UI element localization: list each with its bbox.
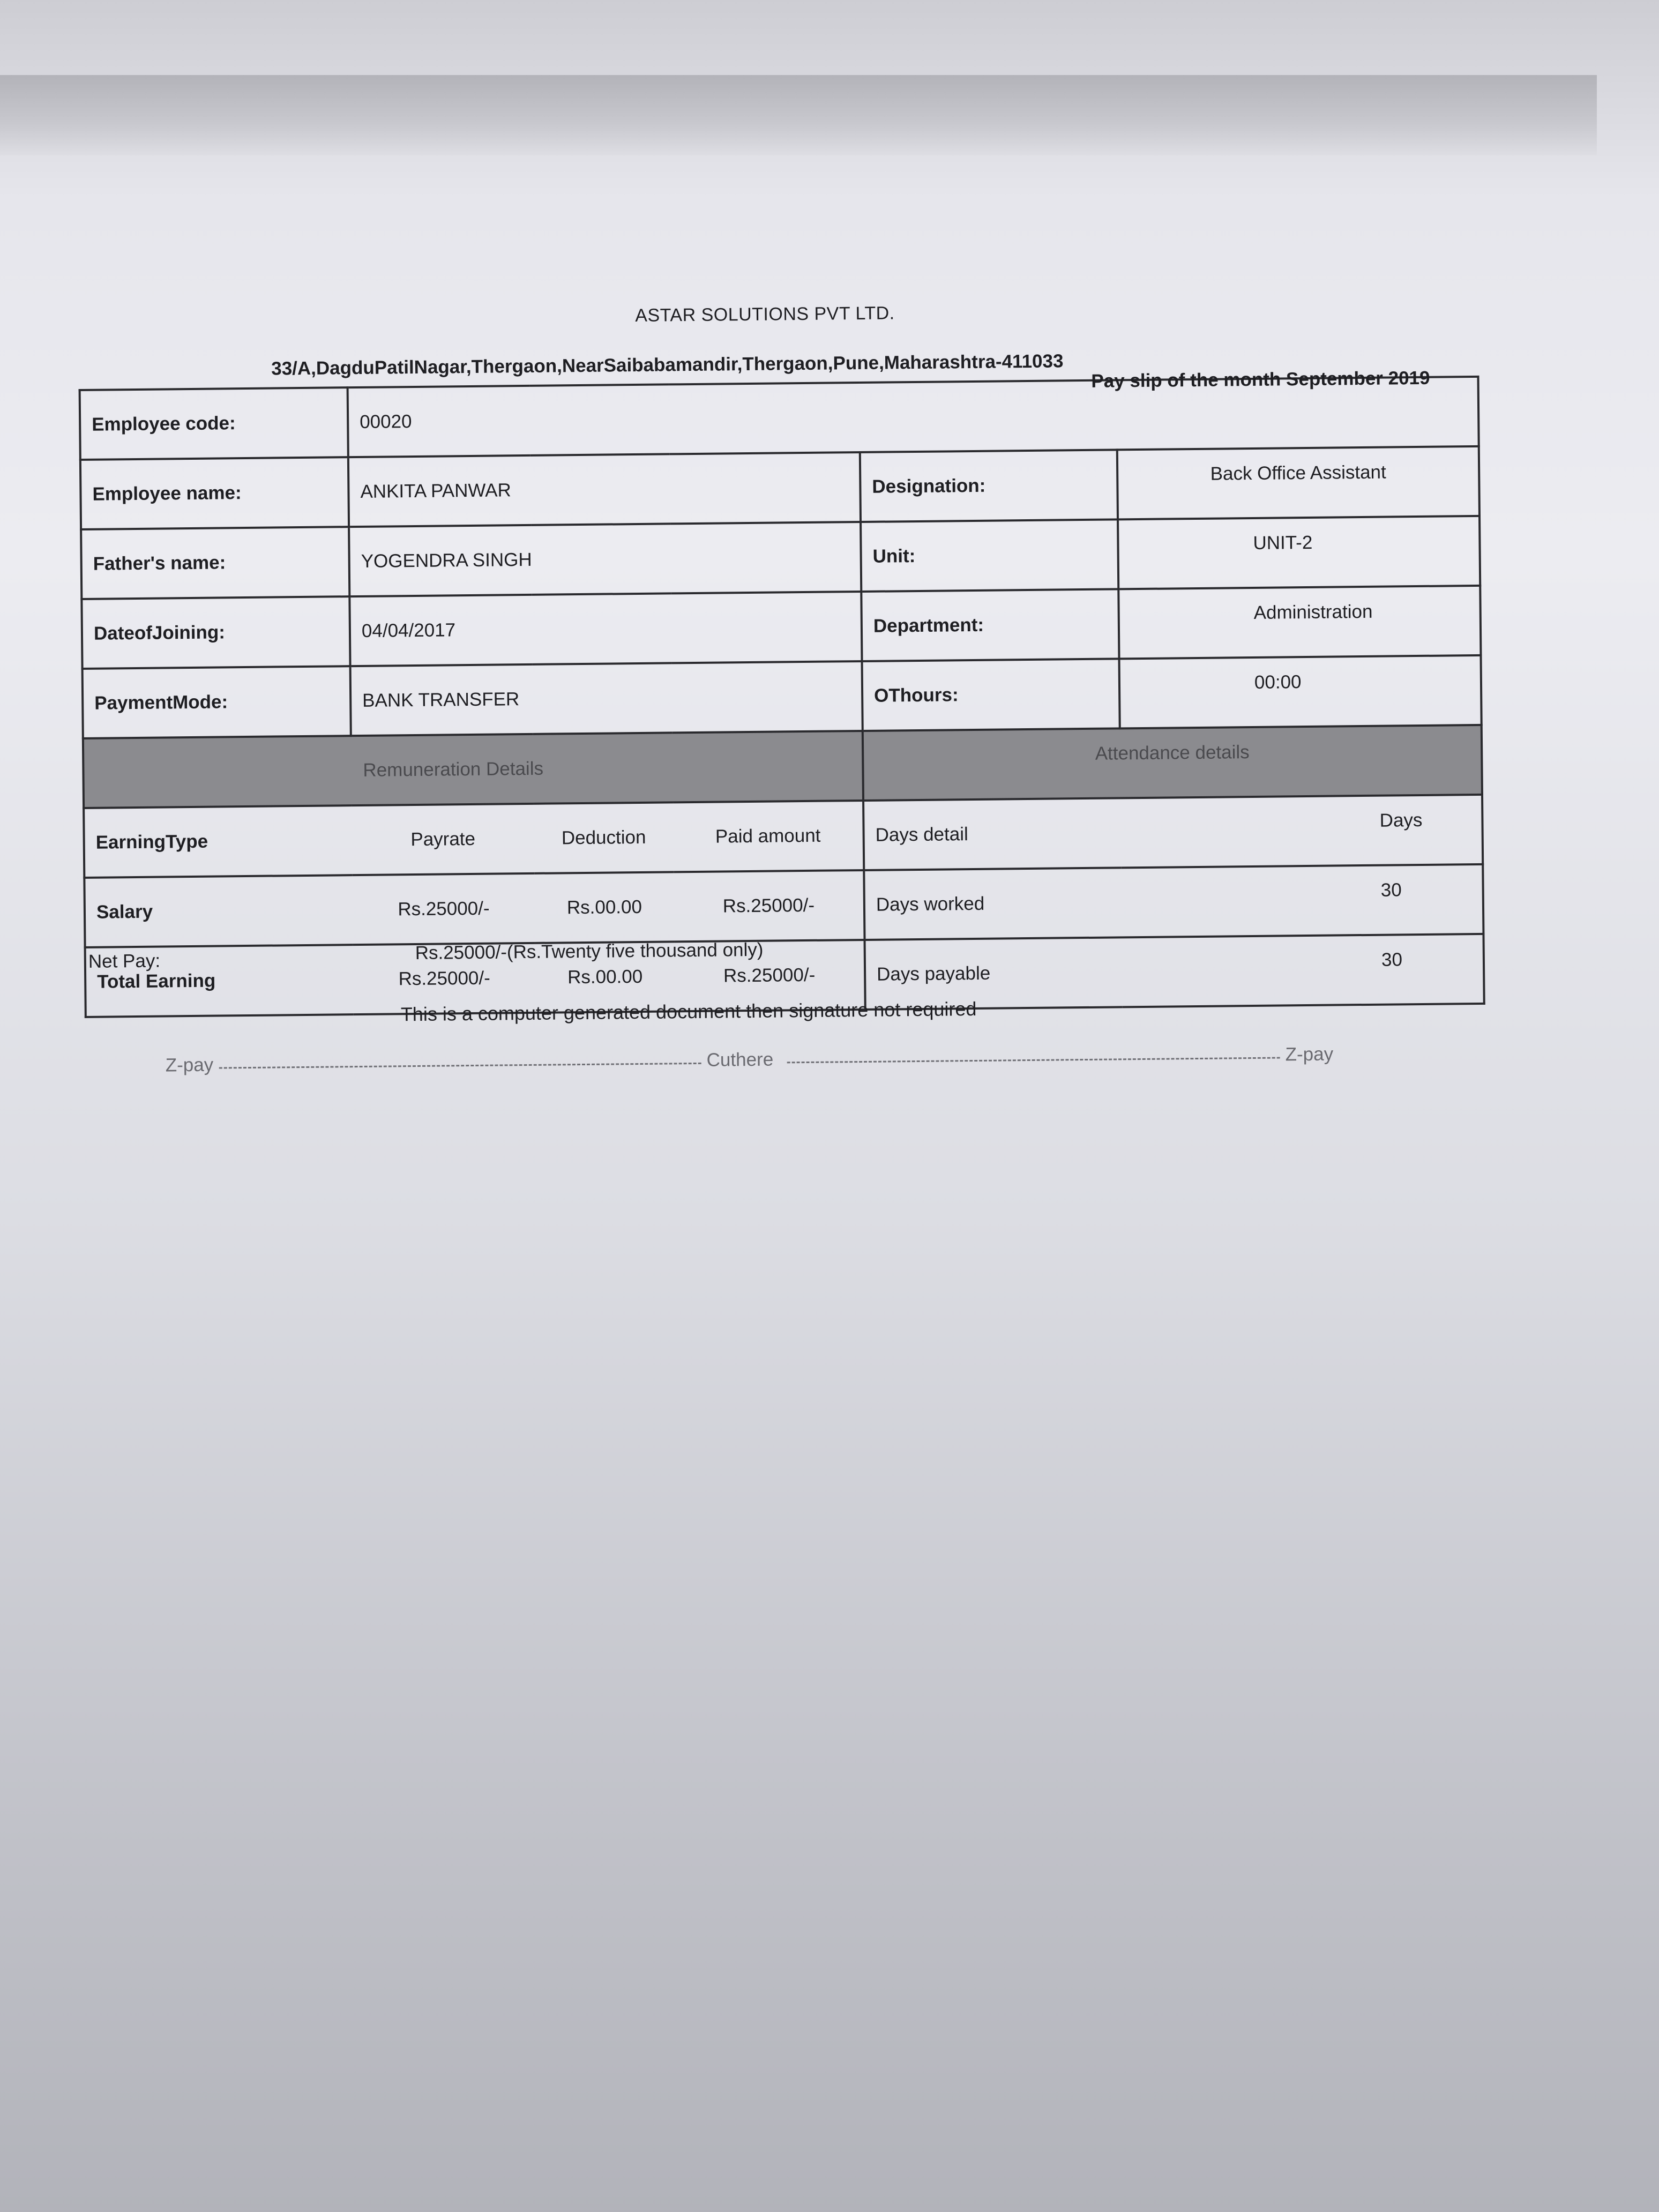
employee-code-cell xyxy=(348,367,1479,457)
table-row xyxy=(81,516,1480,599)
cut-line xyxy=(166,1043,1350,1081)
payment-mode-label: PaymentMode: xyxy=(83,666,351,738)
department-value: Administration xyxy=(1253,601,1373,623)
paid-amount-header: Paid amount xyxy=(673,801,864,872)
days-detail-header: Days detail xyxy=(863,798,1121,870)
employee-name-label: Employee name: xyxy=(80,457,349,529)
cut-line-dash-right xyxy=(787,1057,1280,1064)
cut-line-middle-label: Cuthere xyxy=(706,1049,774,1071)
salary-paid: Rs.25000/- xyxy=(674,870,864,941)
ot-hours-cell xyxy=(1119,655,1482,728)
table-row xyxy=(83,655,1482,738)
total-payrate: Rs.25000/- xyxy=(353,943,536,1014)
deduction-header: Deduction xyxy=(534,802,674,873)
days-payable-cell xyxy=(1122,934,1484,1007)
table-row xyxy=(80,377,1479,460)
remuneration-title: Remuneration Details xyxy=(363,758,544,781)
salary-type: Salary xyxy=(84,875,353,947)
days-worked-value: 30 xyxy=(1380,879,1402,901)
salary-deduction: Rs.00.00 xyxy=(534,872,674,943)
date-of-joining-label: DateofJoining: xyxy=(81,596,350,669)
table-row xyxy=(81,586,1481,669)
company-name: ASTAR SOLUTIONS PVT LTD. xyxy=(635,303,895,326)
table-row xyxy=(80,446,1479,529)
payslip-table xyxy=(79,367,1485,1018)
total-earning-type: Total Earning xyxy=(85,945,354,1017)
father-name-label: Father's name: xyxy=(81,527,349,599)
days-worked-cell xyxy=(1121,864,1483,937)
department-label: Department: xyxy=(861,589,1119,661)
payslip-document xyxy=(78,287,1476,1076)
unit-cell xyxy=(1118,516,1480,589)
ot-hours-value: 00:00 xyxy=(1254,671,1302,693)
net-pay-value: Rs.25000/-(Rs.Twenty five thousand only) xyxy=(415,939,764,964)
employee-code-label: Employee code: xyxy=(80,387,348,460)
designation-cell xyxy=(1117,446,1479,519)
table-row xyxy=(84,795,1483,878)
total-paid: Rs.25000/- xyxy=(675,940,865,1011)
father-name-value: YOGENDRA SINGH xyxy=(349,522,861,596)
employee-name-value: ANKITA PANWAR xyxy=(348,452,861,527)
days-payable-value: 30 xyxy=(1381,949,1403,970)
ot-hours-label: OThours: xyxy=(862,659,1120,731)
cut-line-dash-left xyxy=(219,1063,701,1069)
employee-code-value: 00020 xyxy=(360,411,412,432)
designation-value: Back Office Assistant xyxy=(1210,461,1386,484)
salary-payrate: Rs.25000/- xyxy=(352,873,535,945)
cut-line-right-label: Z-pay xyxy=(1285,1043,1334,1065)
payrate-header: Payrate xyxy=(352,804,534,875)
total-deduction: Rs.00.00 xyxy=(535,941,675,1012)
unit-value: UNIT-2 xyxy=(1253,532,1313,554)
photo-shadow-band xyxy=(0,75,1597,155)
payment-mode-value: BANK TRANSFER xyxy=(350,661,863,736)
attendance-header xyxy=(863,725,1482,801)
company-address: 33/A,DagduPatilNagar,Thergaon,NearSaibabamandir,Thergaon,Pune,Maharashtra-411033 xyxy=(271,350,1064,379)
attendance-title: Attendance details xyxy=(1095,742,1250,764)
remuneration-header xyxy=(83,731,863,808)
days-header-cell xyxy=(1120,795,1483,868)
earning-type-header: EarningType xyxy=(84,805,352,878)
payslip-title: Pay slip of the month September 2019 xyxy=(1091,367,1430,392)
designation-label: Designation: xyxy=(860,450,1118,522)
days-header: Days xyxy=(1379,809,1423,831)
net-pay-label: Net Pay: xyxy=(88,950,161,972)
department-cell xyxy=(1118,586,1481,659)
days-payable-label: Days payable xyxy=(865,937,1123,1010)
unit-label: Unit: xyxy=(861,519,1118,592)
cut-line-left-label: Z-pay xyxy=(165,1054,214,1076)
table-row xyxy=(84,864,1483,947)
days-worked-label: Days worked xyxy=(864,868,1122,940)
section-header-row xyxy=(83,725,1482,808)
net-pay xyxy=(88,939,764,973)
date-of-joining-value: 04/04/2017 xyxy=(349,592,862,666)
computer-generated-note: This is a computer generated document then signature not required xyxy=(400,997,977,1026)
